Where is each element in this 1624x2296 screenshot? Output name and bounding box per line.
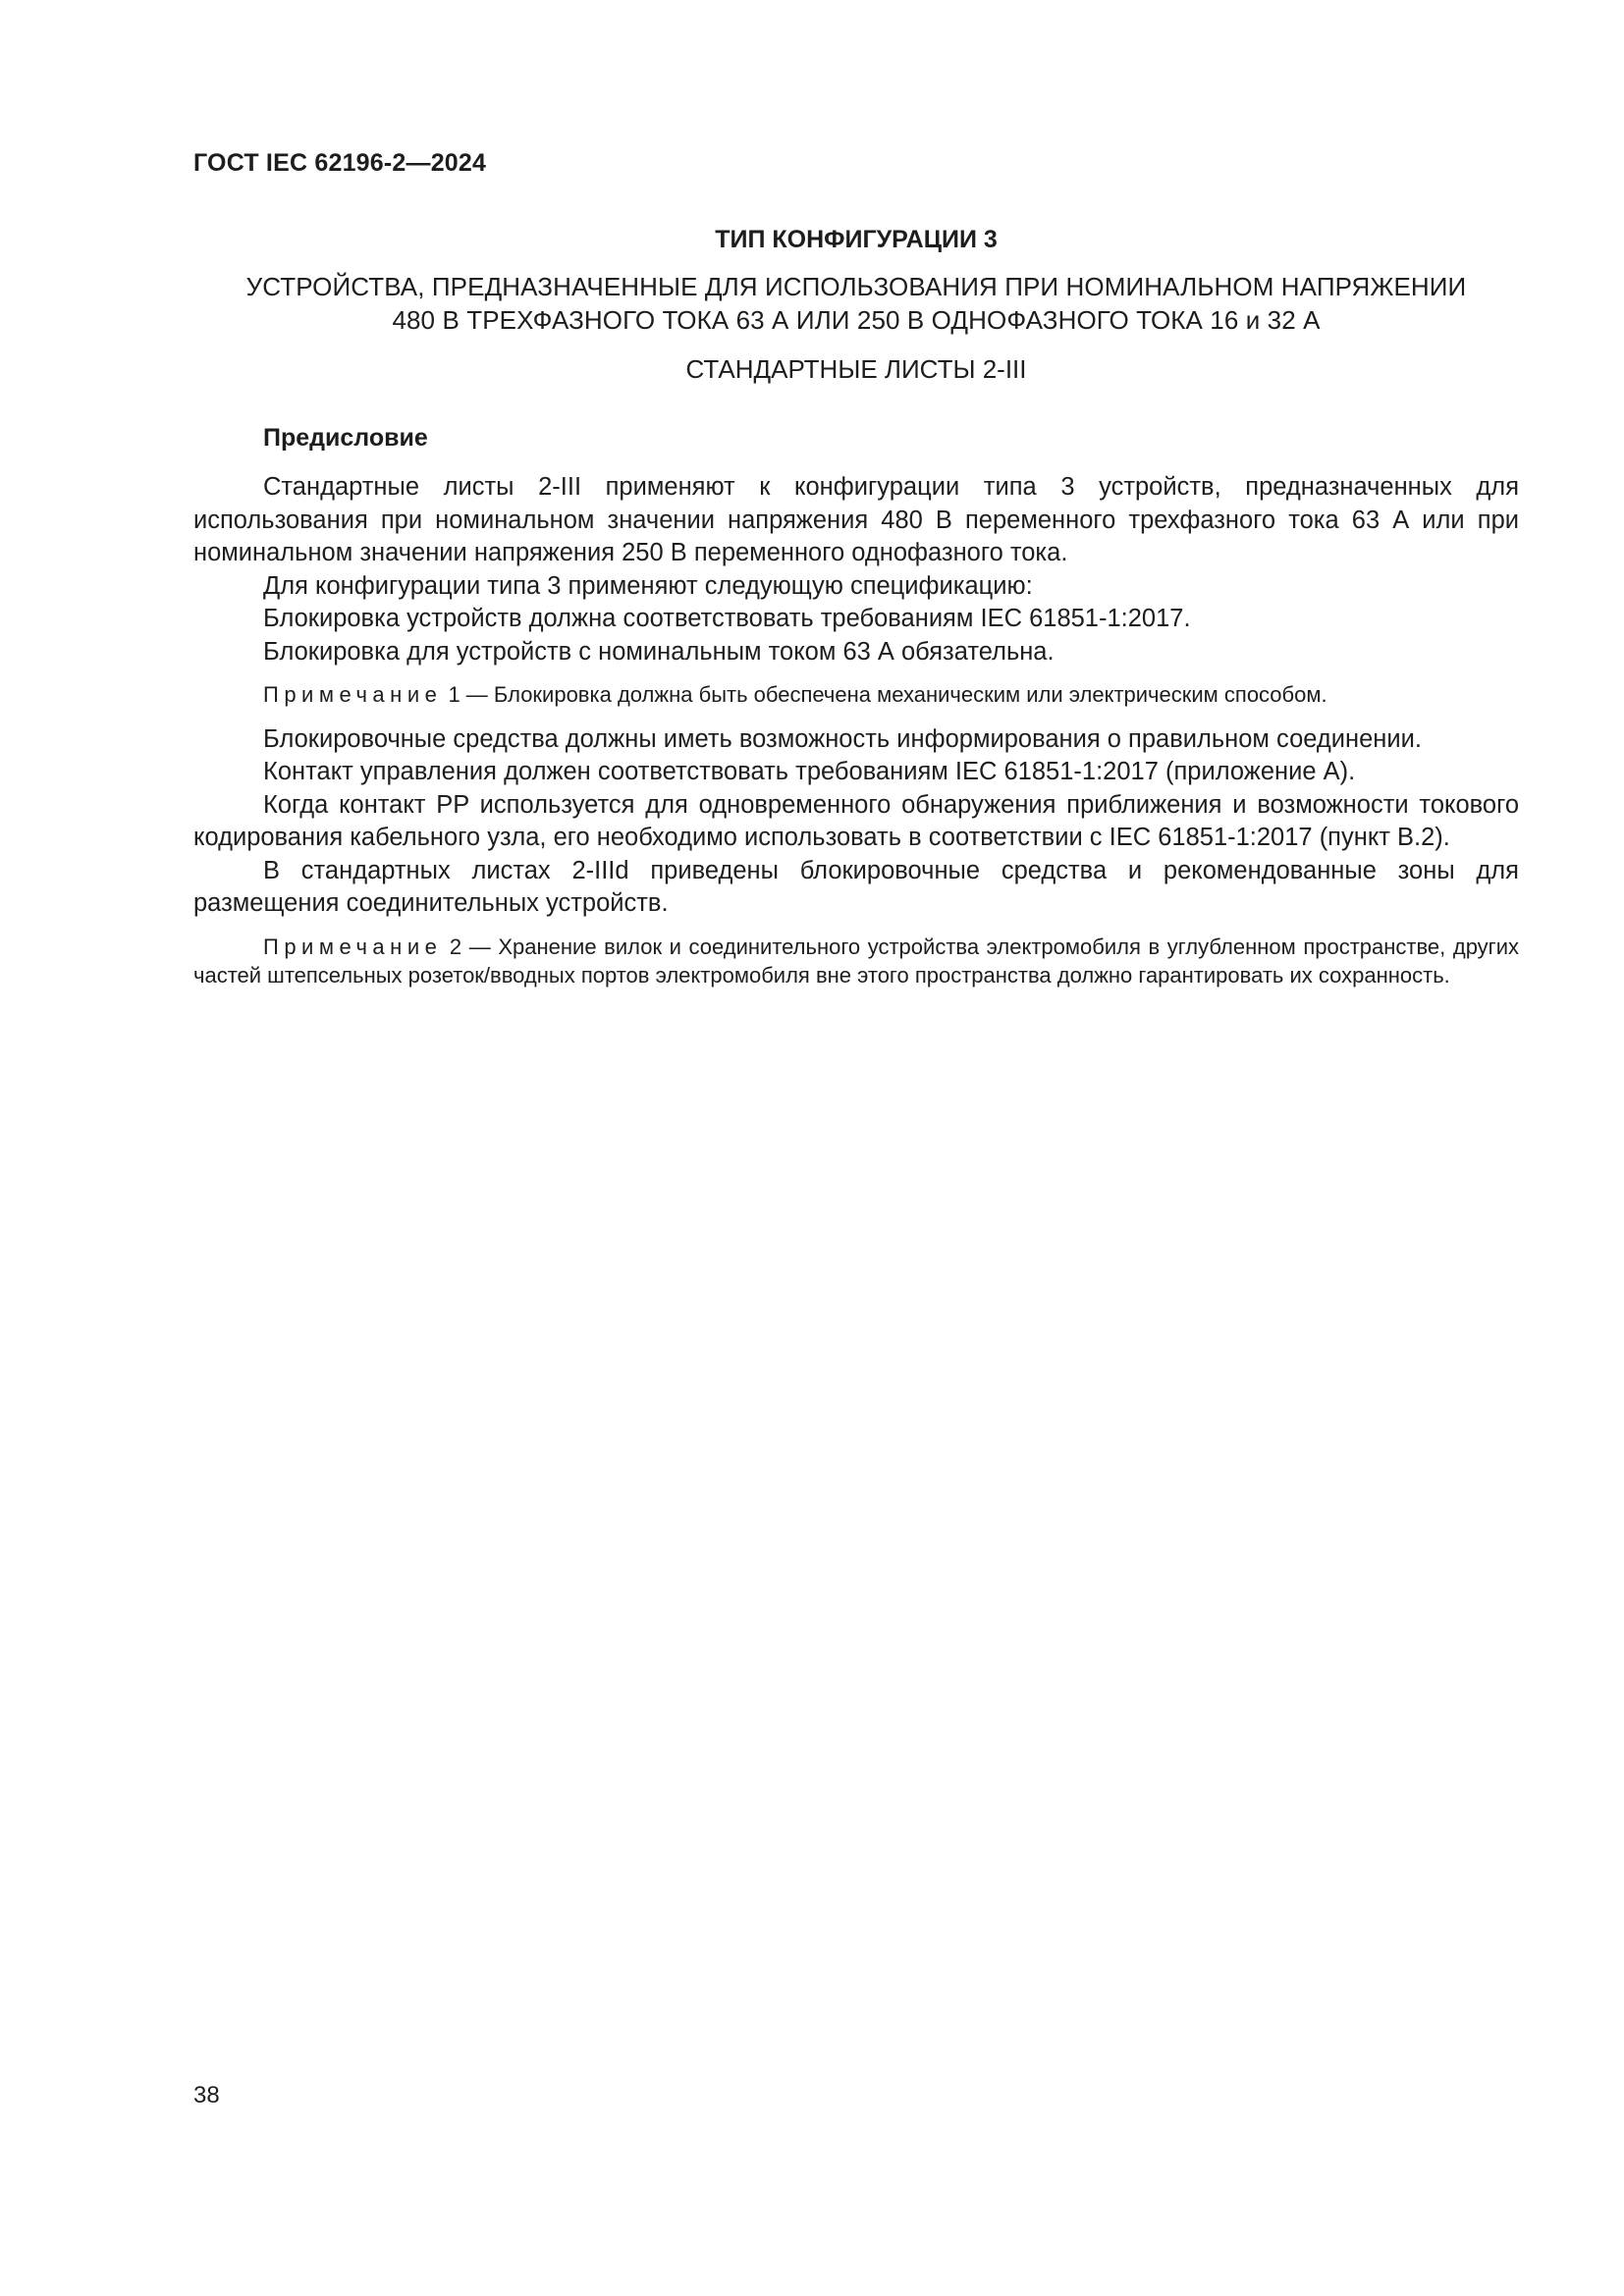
section-subtitle [193,270,1519,337]
note-label: Примечание [263,682,443,707]
subtitle-line-2: 480 В ТРЕХФАЗНОГО ТОКА 63 А ИЛИ 250 В ОДНОФАЗНОГО ТОКА 16 и 32 А [392,305,1321,335]
spacer [193,668,1519,680]
paragraph: Блокировка для устройств с номинальным током 63 А обязательна. [263,637,1055,666]
note-text: 1 — Блокировка должна быть обеспечена механическим или электрическим способом. [442,682,1327,707]
paragraph: Стандартные листы 2-III применяют к конфигурации типа 3 устройств, предназначенных для использования при номинальном значении напряжения 480 В переменного трехфазного тока 63 А или при номинальном значении напряжения 250 В переменного однофазного тока. [193,473,1519,566]
spacer [193,921,1519,933]
standard-sheets-title: СТАНДАРТНЫЕ ЛИСТЫ 2-III [685,354,1027,384]
paragraph: Для конфигурации типа 3 применяют следующую спецификацию: [263,571,1033,600]
paragraph: В стандартных листах 2-IIId приведены блокировочные средства и рекомендованные зоны для размещения соединительных устройств. [193,856,1519,917]
paragraph: Контакт управления должен соответствовать требованиям IEC 61851-1:2017 (приложение А). [263,758,1356,785]
document-body [193,424,1519,990]
note [193,933,1519,990]
paragraph: Когда контакт PP используется для одновременного обнаружения приближения и возможности токового кодирования кабельного узла, его необходимо использовать в соответствии с IEC 61851-1:2017 (пункт B.2). [193,790,1519,851]
note-label: Примечание [263,934,443,959]
note [193,680,1519,710]
page-number: 38 [193,2082,220,2109]
paragraph: Блокировка устройств должна соответствовать требованиям IEC 61851-1:2017. [263,605,1191,632]
note-text: 2 — Хранение вилок и соединительного устройства электромобиля в углубленном пространстве, других частей штепсельных розеток/вводных портов электромобиля вне этого пространства должно гарантировать их сохранность. [193,934,1519,988]
paragraph: Блокировочные средства должны иметь возможность информирования о правильном соединении. [263,724,1422,753]
config-title: ТИП КОНФИГУРАЦИИ 3 [715,226,998,253]
subtitle-line-1: УСТРОЙСТВА, ПРЕДНАЗНАЧЕННЫЕ ДЛЯ ИСПОЛЬЗОВАНИЯ ПРИ НОМИНАЛЬНОМ НАПРЯЖЕНИИ [245,272,1467,301]
spacer [193,710,1519,723]
document-header: ГОСТ IEC 62196-2—2024 [193,149,487,177]
foreword-heading: Предисловие [263,424,428,452]
